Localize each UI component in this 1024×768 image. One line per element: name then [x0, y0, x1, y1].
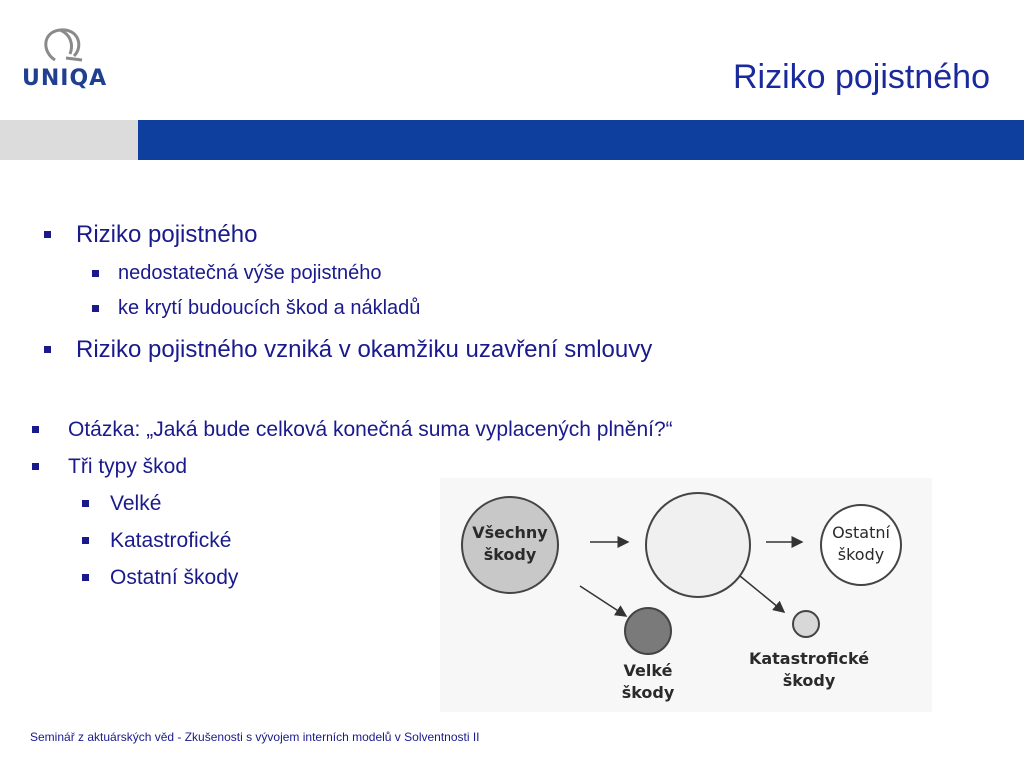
bullet-text: Velké [110, 492, 162, 515]
square-bullet-icon [44, 231, 51, 238]
square-bullet-icon [82, 500, 89, 507]
square-bullet-icon [92, 270, 99, 277]
claims-diagram [440, 478, 932, 712]
logo-text: UNIQA [22, 66, 108, 91]
bullet-text: ke krytí budoucích škod a nákladů [118, 297, 421, 319]
bullet-text: Katastrofické [110, 529, 232, 552]
bullet-text: Tři typy škod [68, 455, 188, 478]
header-band-blue [138, 120, 1024, 160]
page-title: Riziko pojistného [732, 58, 990, 96]
middle-circle [646, 493, 750, 597]
claims-diagram-svg [440, 478, 932, 712]
large-claims-label-line1: Velké [623, 661, 673, 680]
square-bullet-icon [82, 537, 89, 544]
arrow-middle-to-cat [740, 576, 784, 612]
cat-claims-label-line1: Katastrofické [748, 649, 870, 668]
square-bullet-icon [32, 463, 39, 470]
large-claims-circle [625, 608, 671, 654]
bullet-text: Riziko pojistného vzniká v okamžiku uzavření smlouvy [76, 336, 653, 363]
header-band-gray [0, 120, 138, 160]
arrow-all-to-large [580, 586, 626, 616]
square-bullet-icon [32, 426, 39, 433]
cat-claims-label-line2: škody [782, 671, 836, 690]
other-claims-label-line2: škody [837, 545, 885, 564]
square-bullet-icon [82, 574, 89, 581]
cat-claims-circle [793, 611, 819, 637]
square-bullet-icon [44, 346, 51, 353]
all-claims-label-line2: škody [483, 545, 537, 564]
bullet-text: Riziko pojistného [76, 221, 258, 248]
footer-text: Seminář z aktuárských věd - Zkušenosti s vývojem interních modelů v Solventnosti II [30, 730, 480, 744]
bullet-text: nedostatečná výše pojistného [118, 262, 382, 284]
large-claims-label-line2: škody [621, 683, 675, 702]
square-bullet-icon [92, 305, 99, 312]
bullet-text: Otázka: „Jaká bude celková konečná suma vyplacených plnění?“ [68, 418, 673, 441]
other-claims-label-line1: Ostatní [832, 523, 890, 542]
all-claims-label-line1: Všechny [472, 523, 548, 542]
bullet-text: Ostatní škody [110, 566, 239, 589]
